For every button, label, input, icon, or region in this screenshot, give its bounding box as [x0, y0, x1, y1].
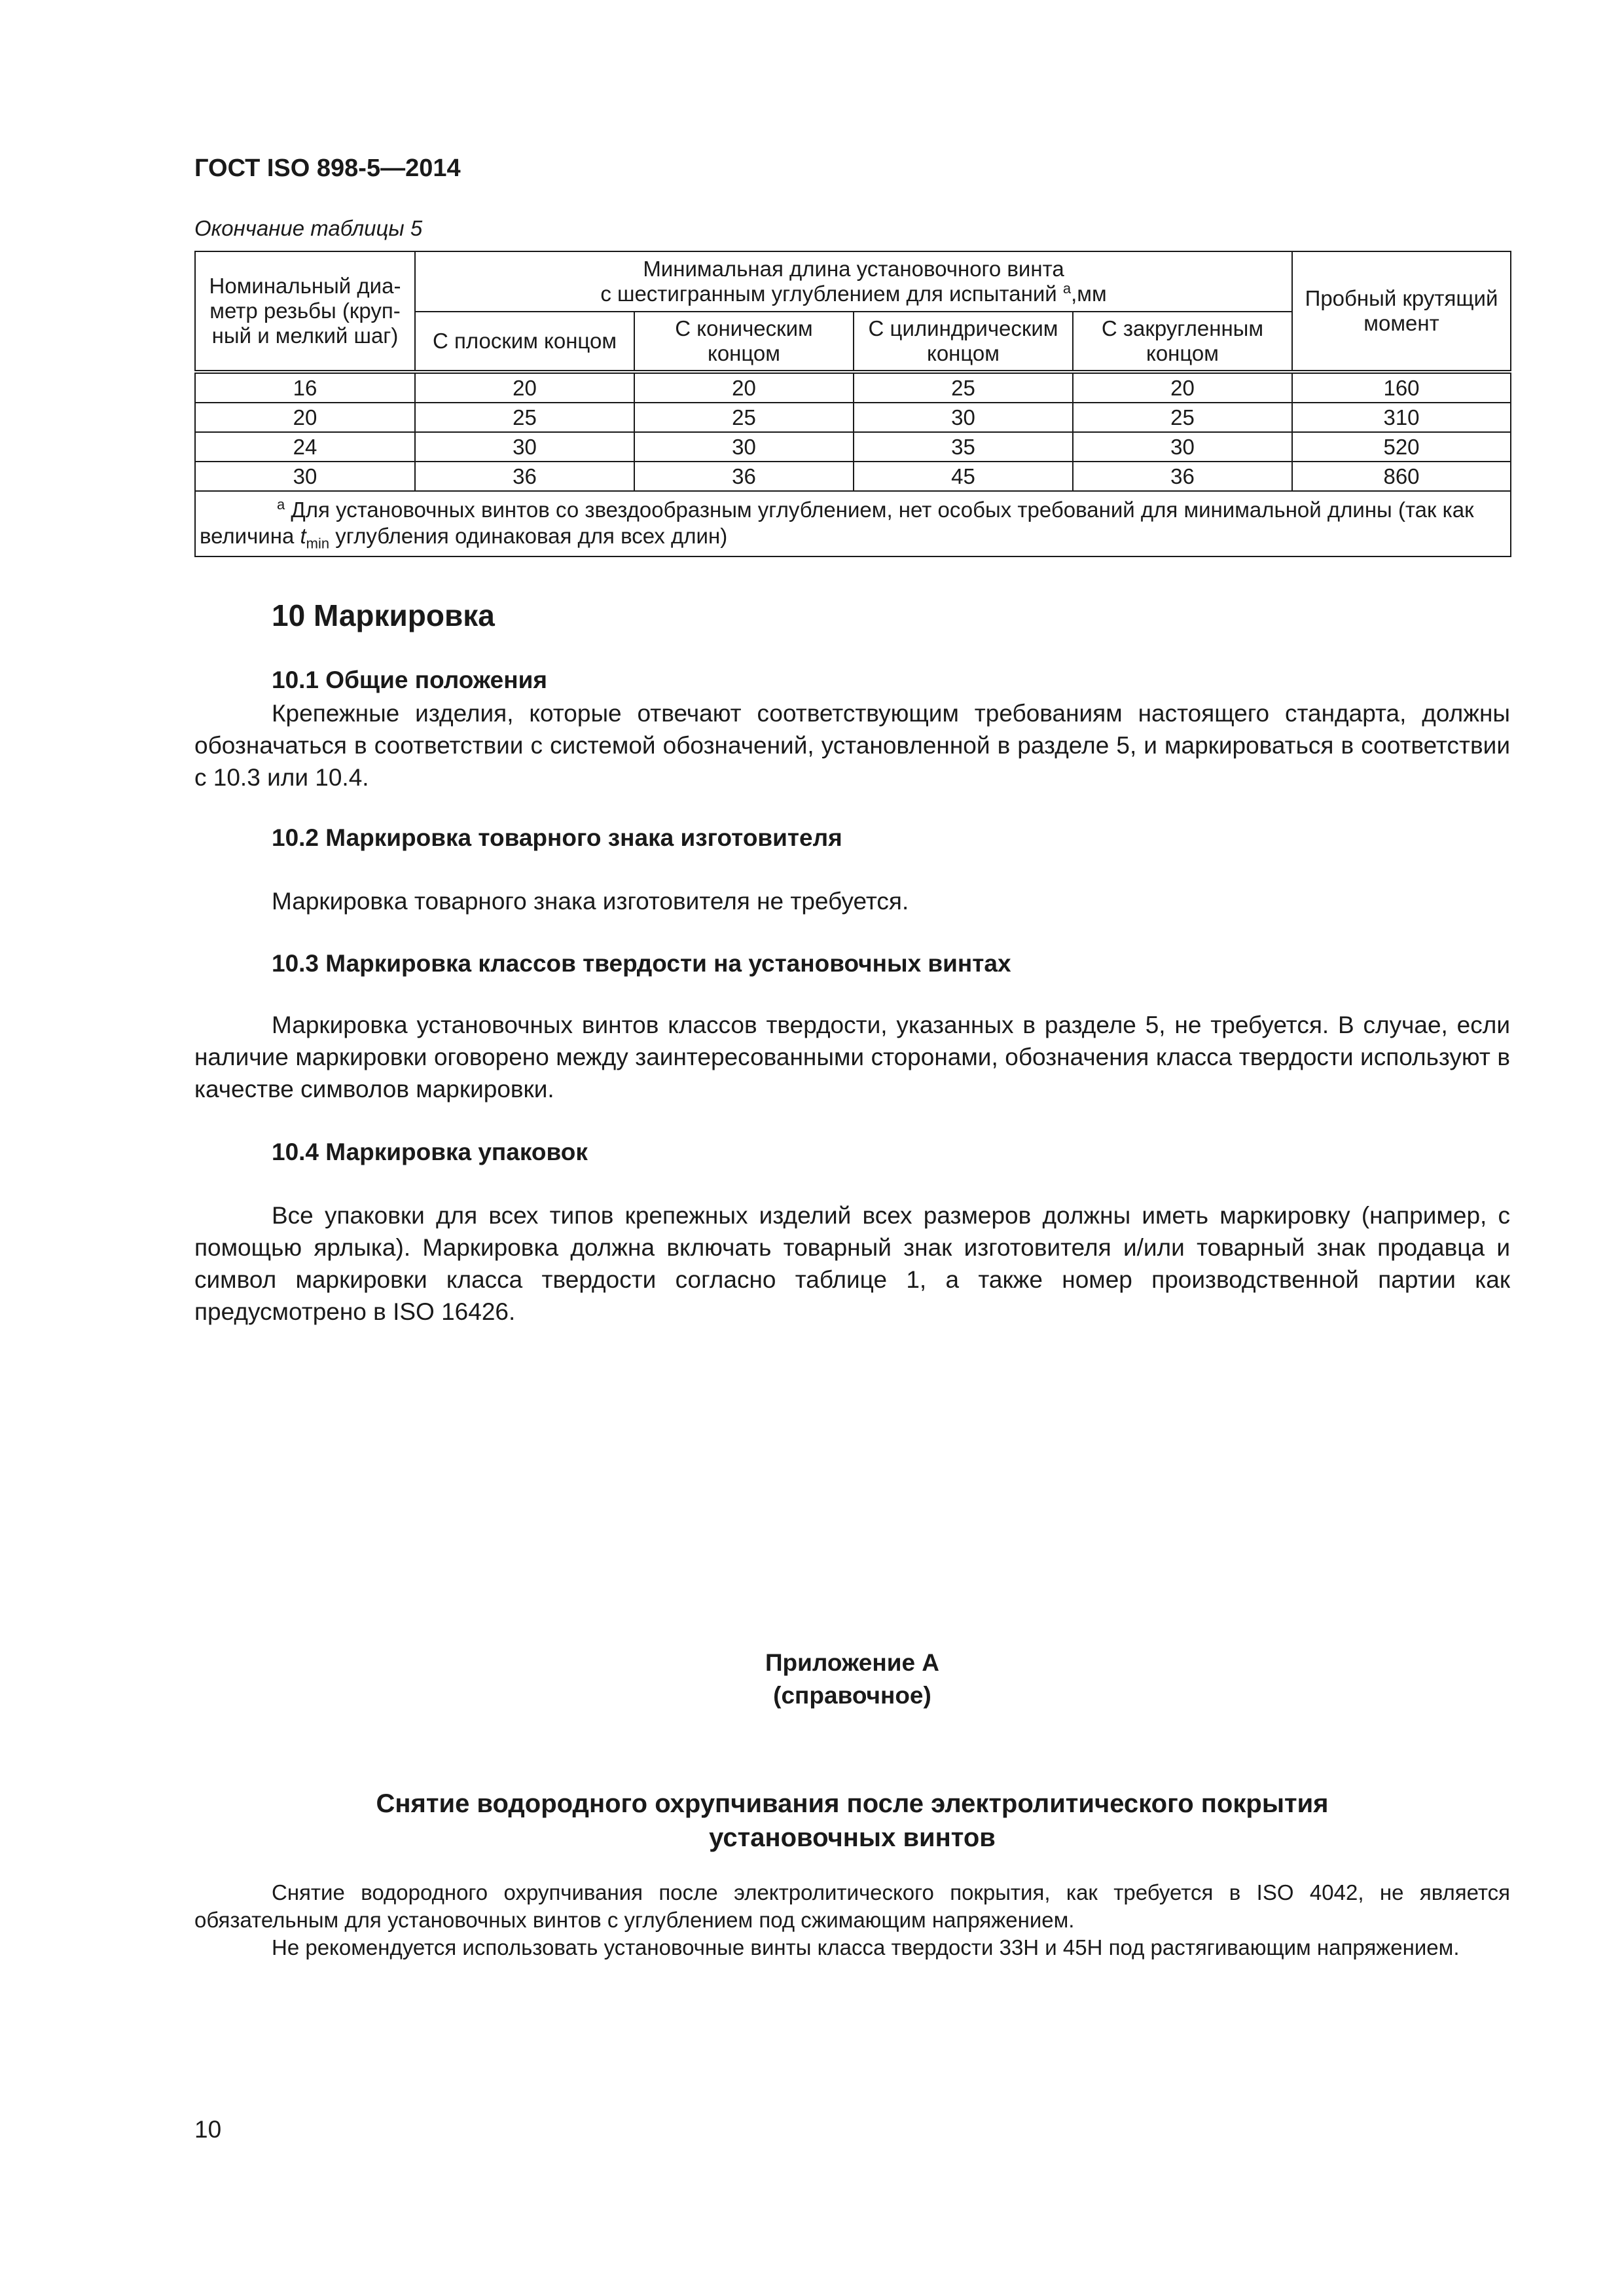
table-cell: 25	[1073, 403, 1292, 432]
table-cell: 25	[634, 403, 854, 432]
table-row	[195, 372, 1511, 403]
table-cell: 310	[1292, 403, 1511, 432]
table-cell: 24	[195, 432, 415, 462]
table-cell: 36	[1073, 462, 1292, 491]
document-code: ГОСТ ISO 898-5—2014	[194, 155, 461, 182]
table-cell: 20	[415, 372, 634, 403]
header-diameter: Номинальный диа- метр резьбы (круп- ный и мелкий шаг)	[195, 251, 415, 372]
header-min-length	[415, 251, 1292, 312]
table-cell: 520	[1292, 432, 1511, 462]
table-cell: 20	[634, 372, 854, 403]
header-flat-end: С плоским концом	[415, 312, 634, 372]
table-row	[195, 462, 1511, 491]
table-cell: 20	[1073, 372, 1292, 403]
header-proof-torque: Пробный крутящий момент	[1292, 251, 1511, 372]
table-cell: 36	[415, 462, 634, 491]
subsection-title: 10.2 Маркировка товарного знака изготовителя	[272, 824, 842, 851]
subsection-title: 10.4 Маркировка упаковок	[272, 1139, 588, 1165]
paragraph: Все упаковки для всех типов крепежных изделий всех размеров должны иметь маркировку (например, с помощью ярлыка). Маркировка должна включать товарный знак изготовителя и/или товарный знак продавца и символ маркировки класса твердости согласно таблице 1, а также номер производственной партии как предусмотрено в ISO 16426.	[194, 1202, 1510, 1325]
table-cell: 25	[415, 403, 634, 432]
header-min-length-line1: Минимальная длина установочного винта	[643, 257, 1064, 281]
table-cell: 20	[195, 403, 415, 432]
table-caption: Окончание таблицы 5	[194, 216, 423, 240]
table-footnote: $^a$ Для установочных винтов со звездообразным углублением, нет особых требований для минимальной длины (так как величина $t_{min}$ углубления одинаковая для всех длин)	[195, 491, 1511, 556]
appendix-type: (справочное)	[773, 1682, 931, 1709]
section-title: 10 Маркировка	[272, 598, 495, 632]
table-row	[195, 432, 1511, 462]
paragraph: Снятие водородного охрупчивания после электролитического покрытия, как требуется в ISO 4042, не является обязательным для установочных винтов с углублением под сжимающим напряжением.	[194, 1880, 1510, 1932]
paragraph: Маркировка установочных винтов классов твердости, указанных в разделе 5, не требуется. В случае, если наличие маркировки оговорено между заинтересованными сторонами, обозначения класса твердости используют в качестве символов маркировки.	[194, 1011, 1510, 1102]
appendix-label: Приложение А	[765, 1649, 940, 1676]
table-cell: 45	[854, 462, 1073, 491]
paragraph: Маркировка товарного знака изготовителя не требуется.	[272, 888, 909, 915]
table-cell: 30	[634, 432, 854, 462]
header-min-length-line2: с шестигранным углублением для испытаний $^a$,мм	[600, 280, 1107, 306]
table-cell: 30	[415, 432, 634, 462]
subsection-title: 10.3 Маркировка классов твердости на установочных винтах	[272, 950, 1011, 977]
appendix-title-line1: Снятие водородного охрупчивания после электролитического покрытия	[376, 1789, 1329, 1818]
table-cell: 36	[634, 462, 854, 491]
subsection-title: 10.1 Общие положения	[272, 666, 547, 693]
table-cell: 160	[1292, 372, 1511, 403]
appendix-title-line2: установочных винтов	[709, 1823, 996, 1852]
table-cell: 30	[195, 462, 415, 491]
table-row	[195, 403, 1511, 432]
paragraph: Крепежные изделия, которые отвечают соответствующим требованиям настоящего стандарта, должны обозначаться в соответствии с системой обозначений, установленной в разделе 5, и маркироваться в соответствии с 10.3 или 10.4.	[194, 700, 1510, 791]
table-5	[194, 251, 1511, 557]
table-cell: 16	[195, 372, 415, 403]
table-cell: 30	[1073, 432, 1292, 462]
header-cone-end: С коническим концом	[634, 312, 854, 372]
header-rounded-end: С закругленным концом	[1073, 312, 1292, 372]
table-cell: 30	[854, 403, 1073, 432]
footnote-marker: a	[1062, 280, 1072, 297]
page-number: 10	[194, 2116, 222, 2143]
footnote-marker: a	[277, 496, 285, 513]
table-cell: 35	[854, 432, 1073, 462]
paragraph: Не рекомендуется использовать установочные винты класса твердости 33H и 45H под растягивающим напряжением.	[272, 1935, 1460, 1959]
table-cell: 25	[854, 372, 1073, 403]
header-dog-end: С цилиндрическим концом	[854, 312, 1073, 372]
table-cell: 860	[1292, 462, 1511, 491]
